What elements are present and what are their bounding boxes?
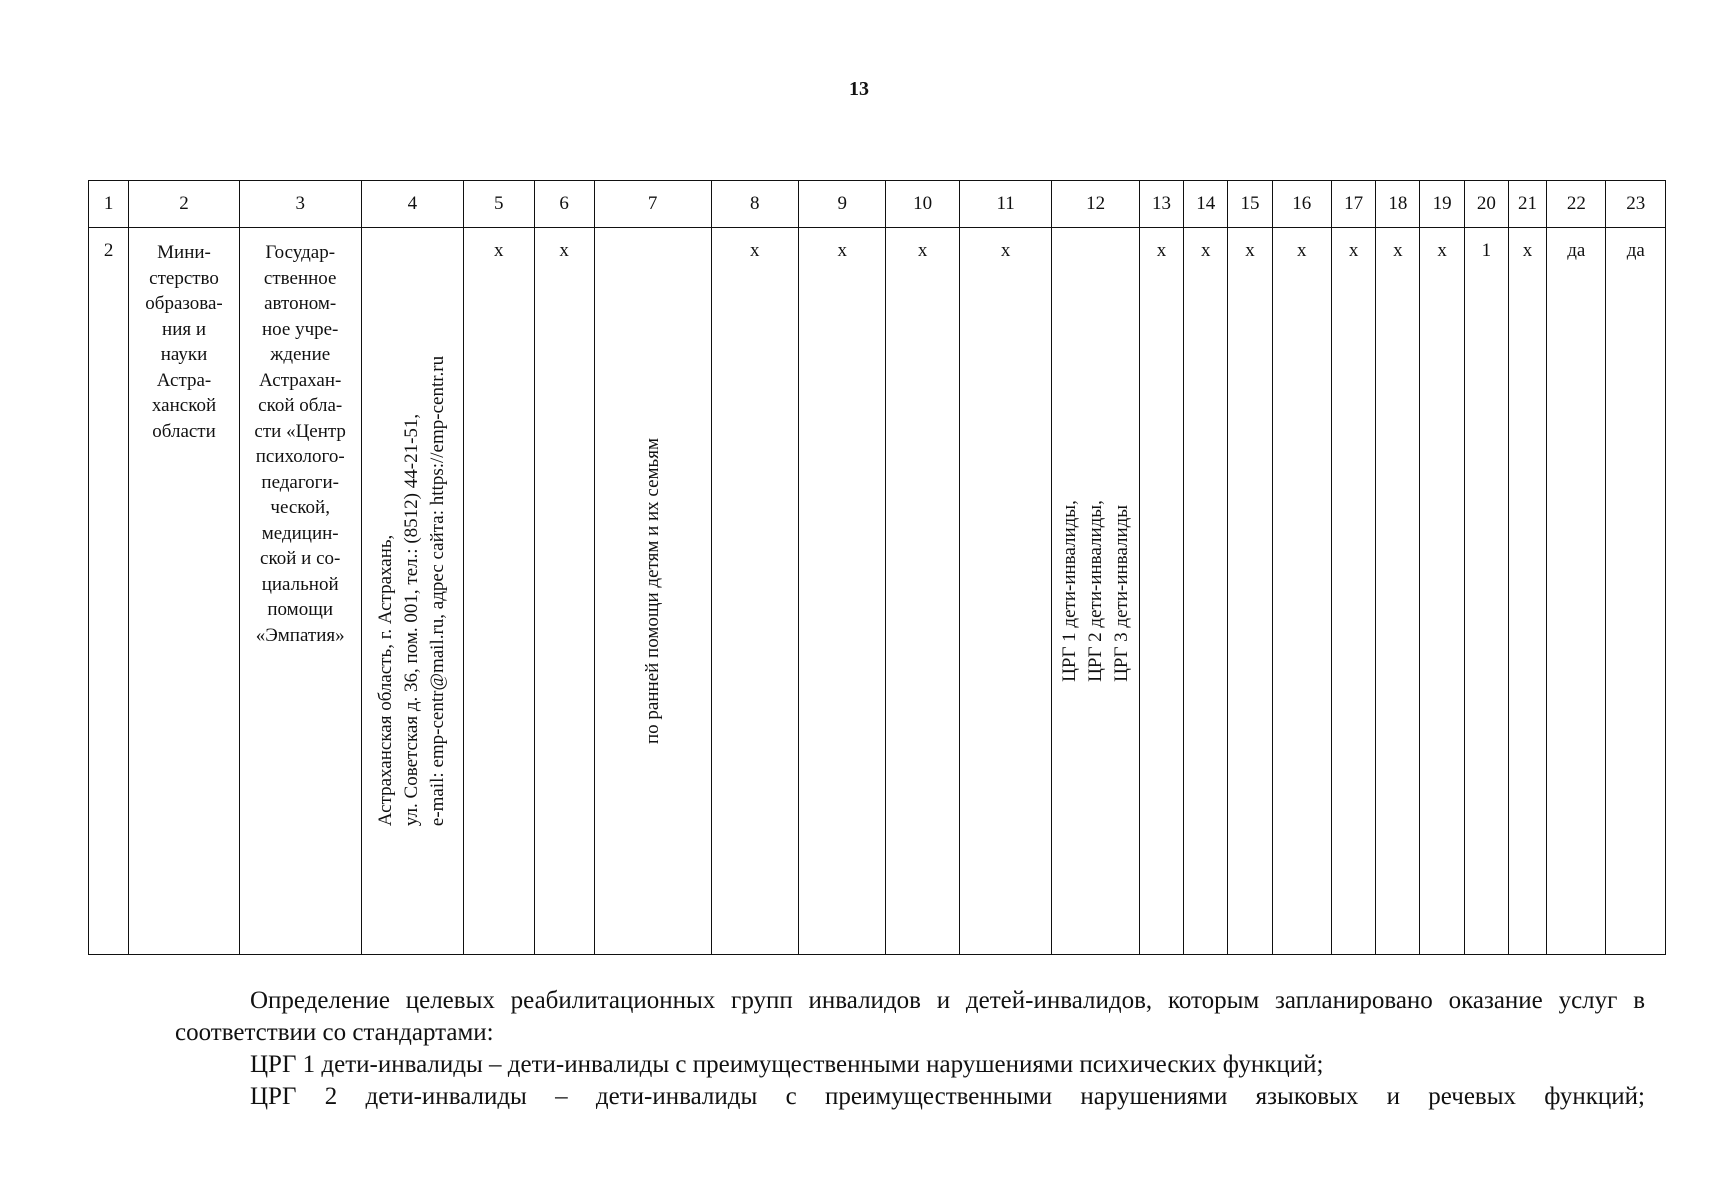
cell-row-number: [89, 228, 129, 955]
cell-col-18: [1376, 228, 1420, 955]
note-paragraph-2: ЦРГ 1 дети-инвалиды – дети-инвалиды с преимущественными нарушениями психических функций;: [250, 1051, 1324, 1078]
service-type-text: по ранней помощи детям и их семьям: [641, 438, 663, 744]
col-header-18: 18: [1376, 181, 1420, 228]
services-table: [88, 180, 1666, 955]
col-header-3: 3: [239, 181, 361, 228]
mark-col-22: да: [1567, 240, 1586, 261]
cell-organization: [239, 228, 361, 955]
cell-col-21: [1508, 228, 1546, 955]
address-line-1: Астраханская область, г. Астрахань,: [375, 534, 397, 827]
mark-col-14: x: [1201, 240, 1211, 261]
col-header-16: 16: [1272, 181, 1331, 228]
mark-col-5: x: [494, 240, 504, 261]
address-line-3: e-mail: emp-centr@mail.ru, адрес сайта: https://emp-centr.ru: [427, 355, 449, 827]
mark-col-18: x: [1393, 240, 1403, 261]
cell-col-11: [959, 228, 1052, 955]
mark-col-11: x: [1000, 240, 1011, 261]
col-header-9: 9: [798, 181, 885, 228]
cell-col-17: [1331, 228, 1375, 955]
cell-col-14: [1184, 228, 1228, 955]
col-header-7: 7: [594, 181, 711, 228]
cell-col-19: [1420, 228, 1464, 955]
col-header-6: 6: [534, 181, 594, 228]
organization-name: Государ- ственное автоном- ное учре- ждение Астрахан- ской обла- сти «Центр психолого- педагоги- ческой, медицин- ской и со- циальной помощи «Эмпатия»: [254, 242, 346, 646]
cell-col-15: [1228, 228, 1272, 955]
cell-col-9: [798, 228, 885, 955]
mark-col-13: x: [1156, 240, 1167, 261]
col-header-19: 19: [1420, 181, 1464, 228]
target-group-2: ЦРГ 2 дети-инвалиды,: [1084, 500, 1106, 682]
target-groups-note: [175, 985, 1645, 1113]
mark-col-10: x: [917, 240, 928, 261]
cell-col-8: [711, 228, 798, 955]
mark-col-16: x: [1297, 240, 1307, 261]
col-header-20: 20: [1464, 181, 1508, 228]
table-header-row: [89, 181, 1666, 228]
target-groups-text: [1057, 500, 1135, 682]
mark-col-21: x: [1522, 240, 1533, 261]
page-number: 13: [849, 78, 869, 100]
col-header-2: 2: [129, 181, 240, 228]
row-number: 2: [103, 240, 114, 261]
col-header-21: 21: [1508, 181, 1546, 228]
col-header-5: 5: [464, 181, 534, 228]
col-header-23: 23: [1606, 181, 1666, 228]
cell-col-20: [1464, 228, 1508, 955]
cell-service-type: [594, 228, 711, 955]
address-text: [373, 356, 451, 826]
col-header-13: 13: [1139, 181, 1183, 228]
mark-col-6: x: [559, 240, 569, 261]
col-header-8: 8: [711, 181, 798, 228]
mark-col-17: x: [1348, 240, 1359, 261]
target-group-1: ЦРГ 1 дети-инвалиды,: [1058, 500, 1080, 682]
address-line-2: ул. Советская д. 36, пом. 001, тел.: (8512) 44-21-51,: [401, 413, 423, 827]
cell-target-groups: [1052, 228, 1139, 955]
col-header-12: 12: [1052, 181, 1139, 228]
col-header-1: 1: [89, 181, 129, 228]
mark-col-8: x: [749, 240, 760, 261]
mark-col-9: x: [837, 240, 847, 261]
ministry-name: Мини- стерство образова- ния и науки Астра- ханской области: [145, 242, 223, 442]
mark-col-19: x: [1437, 240, 1447, 261]
mark-col-20: 1: [1481, 240, 1492, 261]
cell-col-10: [886, 228, 959, 955]
mark-col-23: да: [1626, 240, 1645, 261]
col-header-4: 4: [361, 181, 464, 228]
col-header-15: 15: [1228, 181, 1272, 228]
cell-ministry: [129, 228, 240, 955]
table-row: [89, 228, 1666, 955]
col-header-14: 14: [1184, 181, 1228, 228]
cell-address: [361, 228, 464, 955]
note-paragraph-1: Определение целевых реабилитационных групп инвалидов и детей-инвалидов, которым запланировано оказание услуг в соответствии со стандартами:: [175, 987, 1645, 1046]
cell-col-23: [1606, 228, 1666, 955]
col-header-11: 11: [959, 181, 1052, 228]
cell-col-16: [1272, 228, 1331, 955]
col-header-17: 17: [1331, 181, 1375, 228]
cell-col-5: [464, 228, 534, 955]
mark-col-15: x: [1245, 240, 1255, 261]
cell-col-6: [534, 228, 594, 955]
col-header-22: 22: [1547, 181, 1606, 228]
cell-col-22: [1547, 228, 1606, 955]
col-header-10: 10: [886, 181, 959, 228]
target-group-3: ЦРГ 3 дети-инвалиды: [1110, 504, 1132, 682]
cell-col-13: [1139, 228, 1183, 955]
note-paragraph-3: ЦРГ 2 дети-инвалиды – дети-инвалиды с преимущественными нарушениями языковых и речевых функций;: [250, 1083, 1645, 1110]
